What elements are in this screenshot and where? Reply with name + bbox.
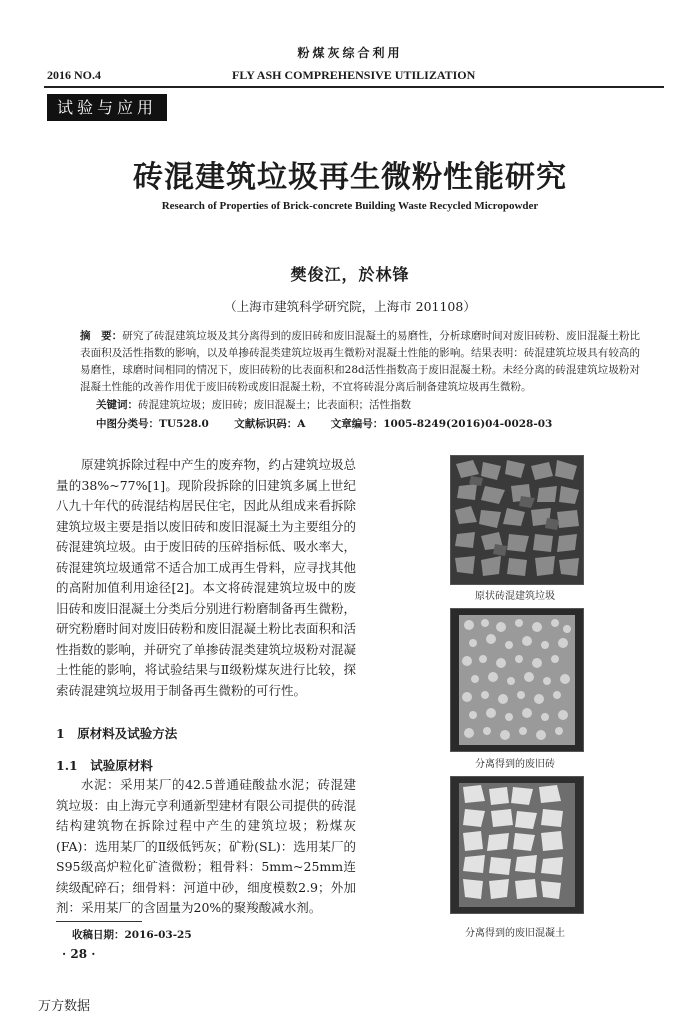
journal-title-cn: 粉煤灰综合利用 <box>297 46 403 60</box>
figure-caption-concrete: 分离得到的废旧混凝土 <box>465 928 565 939</box>
body-paragraph-intro: 原建筑拆除过程中产生的废弃物，约占建筑垃圾总量的38%~77%[1]。现阶段拆除的旧建筑多属上世纪八九十年代的砖混结构居民住宅，因此从组成来看拆除建筑垃圾主要是指以废旧砖和废旧混凝土为主要组分的砖混建筑垃圾。由于废旧砖的压碎指标低、吸水率大，砖混建筑垃圾通常不适合加工成再生骨料，应寻找其他的高附加值利用途径[2]。本文将砖混建筑垃圾中的废旧砖和废旧混凝土分类后分别进行粉磨制备再生微粉，研究粉磨时间对废旧砖粉和废旧混凝土粉比表面积和活性指数的影响，并研究了单掺砖混类建筑垃圾粉对混凝土性能的影响，将试验结果与Ⅱ级粉煤灰进行比较，探索砖混建筑垃圾用于制备再生微粉的可行性。 <box>56 457 357 698</box>
photo-raw-waste <box>450 455 584 585</box>
figure-caption-brick: 分离得到的废旧砖 <box>475 759 555 770</box>
article-number <box>331 418 553 430</box>
journal-title-en: FLY ASH COMPREHENSIVE UTILIZATION <box>232 68 476 82</box>
affiliation: （上海市建筑科学研究院，上海市 201108） <box>224 299 476 314</box>
article-no-value: 1005-8249(2016)04-0028-03 <box>383 418 553 430</box>
photo-waste-concrete <box>450 776 584 914</box>
figure-caption-raw: 原状砖混建筑垃圾 <box>475 591 555 602</box>
classification-line <box>96 416 574 433</box>
abstract <box>80 328 640 396</box>
abstract-text: 研究了砖混建筑垃圾及其分离得到的废旧砖和废旧混凝土的易磨性，分析球磨时间对废旧砖粉、废旧混凝土粉比表面积及活性指数的影响，以及单掺砖混类建筑垃圾再生微粉对混凝土性能的影响。结果表明：砖混建筑垃圾具有较高的易磨性，球磨时间相同的情况下，废旧砖粉的比表面积和28d活性指数高于废旧混凝土粉。未经分离的砖混建筑垃圾粉对混凝土性能的改善作用优于废旧砖粉或废旧混凝土粉，不宜将砖混分离后制备建筑垃圾再生微粉。 <box>80 330 641 393</box>
section-heading: 1 原材料及试验方法 <box>56 726 178 741</box>
watermark: 万方数据 <box>38 999 91 1014</box>
article-title: 砖混建筑垃圾再生微粉性能研究 <box>133 160 567 195</box>
keywords-text: 砖混建筑垃圾；废旧砖；废旧混凝土；比表面积；活性指数 <box>138 399 411 411</box>
page-number: · 28 · <box>62 947 96 961</box>
section-tag: 试验与应用 <box>47 94 167 121</box>
body-paragraph-materials: 水泥：采用某厂的42.5普通硅酸盐水泥；砖混建筑垃圾：由上海元亨利通新型建材有限公司提供的砖混结构建筑物在拆除过程中产生的建筑垃圾；粉煤灰(FA)：选用某厂的Ⅱ级低钙灰；矿粉(SL)：选用某厂的S95级高炉粒化矿渣微粉；粗骨料：5mm~25mm连续级配碎石；细骨料：河道中砂，细度模数2.9；外加剂：采用某厂的含固量为20%的聚羧酸减水剂。 <box>56 777 357 915</box>
photo-waste-brick <box>450 608 584 752</box>
doc-value: A <box>297 418 306 430</box>
clc-label: 中图分类号： <box>96 418 159 430</box>
clc-code <box>96 418 209 430</box>
received-date: 收稿日期：2016-03-25 <box>72 929 192 941</box>
clc-value: TU528.0 <box>159 418 209 430</box>
subsection-heading: 1.1 试验原材料 <box>56 758 153 773</box>
footnote-rule <box>56 921 142 922</box>
doc-label: 文献标识码： <box>234 418 298 430</box>
header-rule <box>44 86 664 88</box>
abstract-label: 摘 要： <box>80 330 123 342</box>
doc-code <box>234 418 305 430</box>
keywords-label: 关键词： <box>96 399 138 411</box>
authors: 樊俊江，於林锋 <box>290 265 410 284</box>
issue-number: 2016 NO.4 <box>47 68 101 82</box>
article-title-en: Research of Properties of Brick-concrete Building Waste Recycled Micropowder <box>161 200 539 212</box>
keywords <box>96 397 411 414</box>
article-no-label: 文章编号： <box>330 418 384 430</box>
